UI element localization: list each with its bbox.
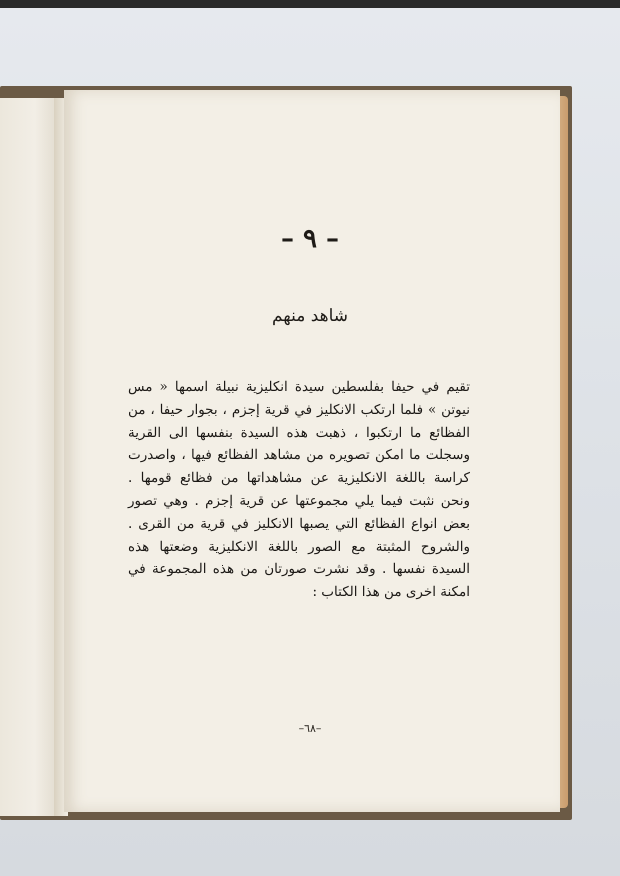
chapter-title: شاهد منهم bbox=[271, 306, 349, 326]
left-page bbox=[0, 98, 60, 816]
chapter-number: – ٩ – bbox=[280, 224, 340, 254]
page-number: –٦٨– bbox=[298, 722, 322, 735]
scan-top-edge bbox=[0, 0, 620, 8]
body-paragraph: تقيم في حيفا بفلسطين سيدة انكليزية نبيلة اسمها « مس نيوتن » فلما ارتكب الانكليز في قرية إجزم ، بجوار حيفا ، من الفظائع ما ارتكبوا ، ذهبت هذه السيدة بنفسها الى القرية وسجلت ما امكن تصويره من مشاهد الفظائع فيها ، واصدرت كراسة باللغة الانكليزية عن مشاهداتها من فظائع قومها . ونحن نثبت فيما يلي مجموعتها عن قرية إجزم . وهي تصور بعض انواع الفظائع التي يصبها الانكليز في قرية من القرى . والشروح المثبتة مع الصور باللغة الانكليزية وضعتها هذه السيدة نفسها . وقد نشرت صورتان من هذه المجموعة في امكنة اخرى من هذا الكتاب : bbox=[128, 379, 470, 601]
